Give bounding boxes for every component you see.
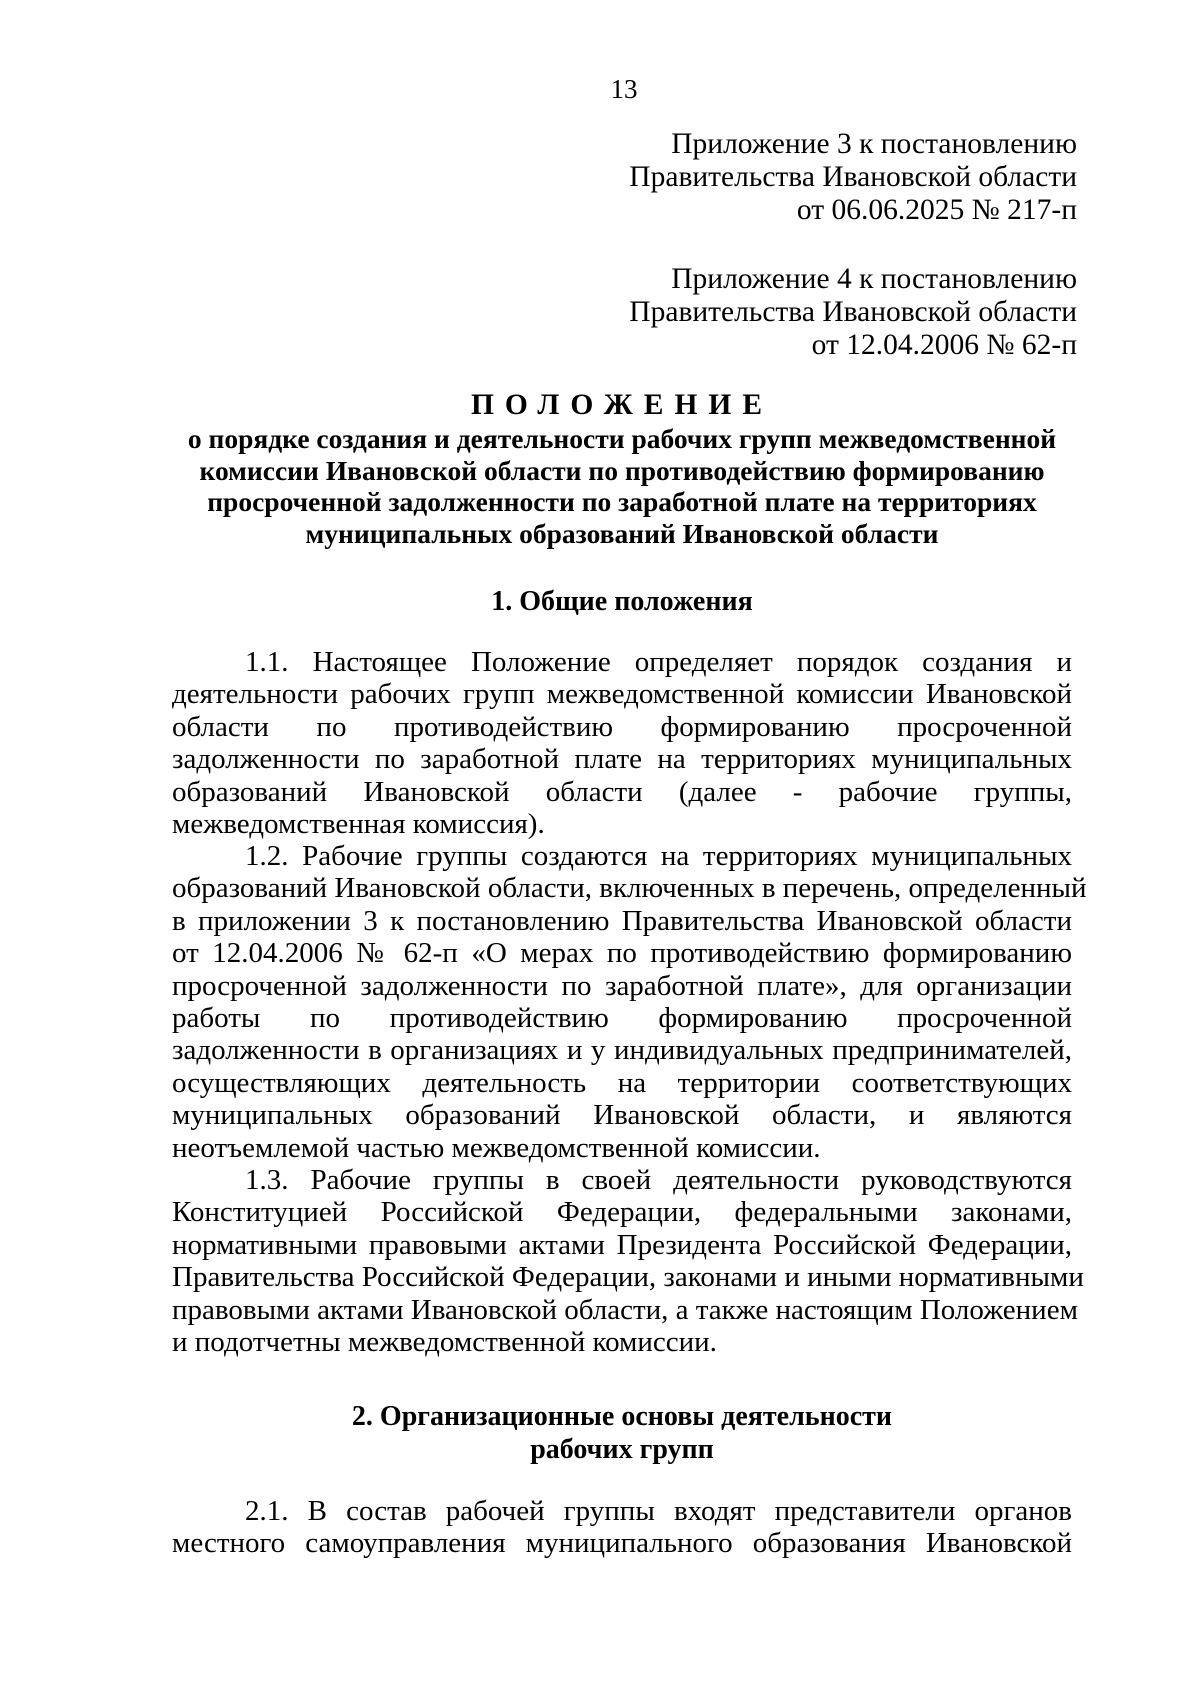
paragraph-line: нормативными правовыми актами Президента Российской Федерации, <box>172 1228 1072 1261</box>
appendix-reference-current <box>629 128 1077 227</box>
appendix-line: Правительства Ивановской области <box>629 161 1077 193</box>
section-heading-line: 2. Организационные основы деятельности <box>351 1401 893 1432</box>
appendix-line: от 06.06.2025 № 217-п <box>796 194 1077 226</box>
paragraph-line: и подотчетны межведомственной комиссии. <box>172 1325 717 1358</box>
subtitle-line: комиссии Ивановской области по противодействию формированию <box>199 454 1045 486</box>
paragraph-line: Конституцией Российской Федерации, федеральными законами, <box>172 1196 1072 1229</box>
paragraph-2-1 <box>172 1495 1072 1560</box>
paragraph-line: 1.3. Рабочие группы в своей деятельности руководствуются <box>245 1164 1072 1196</box>
section-heading-line: 1. Общие положения <box>491 586 753 617</box>
paragraph-line: 2.1. В состав рабочей группы входят представители органов <box>245 1495 1072 1527</box>
paragraph-1-2 <box>172 840 1087 1164</box>
paragraph-line: в приложении 3 к постановлению Правительства Ивановской области <box>172 904 1072 937</box>
appendix-reference-original <box>629 263 1077 362</box>
appendix-line: Приложение 3 к постановлению <box>671 128 1077 160</box>
paragraph-line: задолженности в организациях и у индивидуальных предпринимателей, <box>172 1034 1072 1067</box>
paragraph-line: неотъемлемой частью межведомственной комиссии. <box>172 1131 821 1164</box>
paragraph-line: образований Ивановской области (далее - рабочие группы, <box>172 775 1072 808</box>
section-heading-line: рабочих групп <box>530 1434 714 1465</box>
paragraph-1-1 <box>172 646 1072 840</box>
subtitle-line: муниципальных образований Ивановской области <box>305 517 939 549</box>
paragraph-line: 1.2. Рабочие группы создаются на территориях муниципальных <box>245 840 1072 872</box>
document-title: ПОЛОЖЕНИЕ <box>470 389 774 421</box>
paragraph-line: задолженности по заработной плате на территориях муниципальных <box>172 743 1072 776</box>
paragraph-line: от 12.04.2006 № 62-п «О мерах по противодействию формированию <box>172 937 1072 970</box>
paragraph-line: деятельности рабочих групп межведомственной комиссии Ивановской <box>172 678 1072 711</box>
section-2-heading <box>170 1400 1074 1466</box>
paragraph-line: местного самоуправления муниципального образования Ивановской <box>172 1527 1072 1560</box>
paragraph-line: Правительства Российской Федерации, законами и иными нормативными <box>172 1261 1084 1294</box>
appendix-line: Правительства Ивановской области <box>629 296 1077 328</box>
section-1-heading <box>170 585 1074 618</box>
paragraph-line: 1.1. Настоящее Положение определяет порядок создания и <box>245 646 1072 678</box>
paragraph-line: образований Ивановской области, включенных в перечень, определенный <box>172 872 1087 905</box>
paragraph-line: муниципальных образований Ивановской области, и являются <box>172 1099 1072 1132</box>
subtitle-line: просроченной задолженности по заработной плате на территориях <box>207 486 1037 517</box>
paragraph-line: правовыми актами Ивановской области, а также настоящим Положением <box>172 1293 1078 1326</box>
subtitle-line: о порядке создания и деятельности рабочих групп межведомственной <box>187 423 1057 454</box>
paragraph-1-3 <box>172 1164 1084 1358</box>
appendix-line: от 12.04.2006 № 62-п <box>811 329 1077 361</box>
paragraph-line: области по противодействию формированию просроченной <box>172 710 1072 743</box>
document-subtitle <box>160 423 1084 549</box>
page-number: 13 <box>610 74 638 104</box>
paragraph-line: осуществляющих деятельность на территории соответствующих <box>172 1066 1072 1099</box>
paragraph-line: работы по противодействию формированию просроченной <box>172 1001 1072 1034</box>
paragraph-line: межведомственная комиссия). <box>172 807 545 840</box>
paragraph-line: просроченной задолженности по заработной плате», для организации <box>172 969 1072 1002</box>
appendix-line: Приложение 4 к постановлению <box>671 263 1077 295</box>
